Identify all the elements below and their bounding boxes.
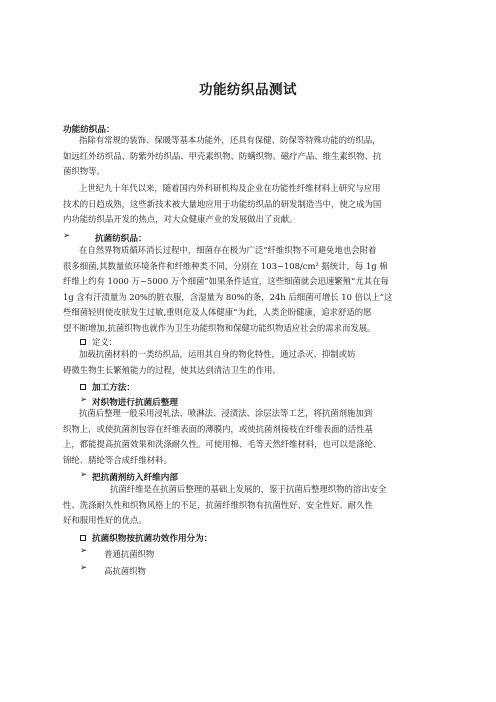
text-line: 很多细菌,其数量依环境条件和纤维种类不同，分别在 103~108/cm² 据统计，每 1g 棉 bbox=[63, 260, 388, 271]
text-line: 锦纶、腈纶等合成纤维材料。 bbox=[63, 454, 172, 465]
text-line: 如远红外纺织品、防紫外纺织品、甲壳素织物、防螨织物、磁疗产品、维生素织物、抗 bbox=[63, 150, 382, 161]
list-item: 高抗菌织物 bbox=[104, 566, 146, 576]
list-item: 普通抗菌织物 bbox=[104, 549, 155, 559]
methods-heading: 加工方法： bbox=[92, 383, 135, 393]
text-line: 纤维上约有 1000 万~5000 万个细菌”如果条件适宜，这些细菌就会迅速繁殖“尤其在每 bbox=[63, 276, 389, 286]
paragraph-method-2 bbox=[63, 482, 437, 529]
text-line: 上，都能提高抗菌效果和洗涤耐久性。可使用棉、毛等天然纤维材料，也可以是涤纶、 bbox=[63, 439, 382, 449]
paragraph-definition-functional bbox=[63, 133, 437, 180]
page-title: 功能纺织品测试 bbox=[199, 82, 297, 98]
method-2-heading: 把抗菌剂纺入纤维内部 bbox=[92, 473, 178, 483]
paragraph-definition-antibacterial bbox=[63, 347, 437, 378]
definition-label: 定义： bbox=[92, 337, 118, 347]
section-heading-functional-textiles: 功能纺织品： bbox=[63, 125, 115, 135]
text-line: 1g 含有汗渍量为 20%的脏衣服，含湿量为 80%的条，24h 后细菌可增长 10 倍以上”这 bbox=[63, 291, 393, 302]
text-line: 指除有常规的装饰、保暖等基本功能外，还具有保健、防保等特殊功能的纺织品， bbox=[79, 135, 381, 145]
text-line: 些细菌轻则使皮肤发生过敏,重则危及人体健康“为此，人类企盼健康，追求舒适的愿 bbox=[63, 307, 372, 317]
section-heading-antibacterial: 抗菌纺织品： bbox=[95, 234, 147, 244]
text-line: 织物上，或使抗菌剂包容在纤维表面的薄膜内，或使抗菌剂接枝在纤维表面的活性基 bbox=[63, 423, 373, 434]
text-line: 望不断增加,抗菌织物也就作为卫生功能织物和保健功能织物适应社会的需求而发展。 bbox=[63, 322, 376, 333]
paragraph-antibacterial-background bbox=[63, 243, 437, 336]
text-line: 抗菌纤维是在抗菌后整理的基础上发展的，鉴于抗菌后整理织物的溶出安全 bbox=[110, 484, 387, 494]
arrow-bullet-icon: ➢ bbox=[63, 231, 71, 241]
text-line: 碍微生物生长繁殖能力的过程，使其达到清洁卫生的作用。 bbox=[63, 364, 281, 375]
paragraph-history bbox=[63, 181, 437, 228]
text-line: 加载抗菌材料的一类纺织品，运用其自身的物化特性，通过杀灭、抑制或妨 bbox=[79, 349, 356, 359]
method-1-heading: 对织物进行抗菌后整理 bbox=[92, 398, 178, 408]
arrow-bullet-icon: ➢ bbox=[80, 395, 88, 405]
text-line: 在自然界物质循环消长过程中，细菌存在极为广泛“纤维织物不可避免地也会附着 bbox=[79, 245, 377, 255]
classification-heading: 抗菌织物按抗菌功效作用分为： bbox=[92, 534, 213, 544]
text-line: 性、洗涤耐久性和织物风格上的不足，抗菌纤维织物有抗菌性好、安全性好、耐久性 bbox=[63, 499, 373, 510]
text-line: 内功能纺织品开发的热点，对大众健康产业的发展做出了贡献。 bbox=[63, 214, 298, 224]
arrow-bullet-icon: ➢ bbox=[80, 563, 88, 573]
square-bullet-icon bbox=[80, 535, 86, 541]
arrow-bullet-icon: ➢ bbox=[80, 546, 88, 556]
text-line: 好和服用性好的优点。 bbox=[63, 515, 147, 525]
paragraph-method-1 bbox=[63, 406, 437, 468]
text-line: 抗菌后整理一般采用浸轧法、喷淋法、浸渍法、涂层法等工艺，将抗菌剂施加到 bbox=[79, 408, 373, 418]
arrow-bullet-icon: ➢ bbox=[80, 470, 88, 480]
text-line: 技术的日趋成熟，这些新技术被大量地应用于功能纺织品的研发制造当中，使之成为国 bbox=[63, 198, 382, 209]
text-line: 菌织物等。 bbox=[63, 166, 105, 176]
square-bullet-icon bbox=[80, 339, 86, 345]
text-line: 上世纪九十年代以来，随着国内外科研机构及企业在功能性纤维材料上研究与应用 bbox=[79, 183, 381, 193]
square-bullet-icon bbox=[80, 384, 86, 390]
